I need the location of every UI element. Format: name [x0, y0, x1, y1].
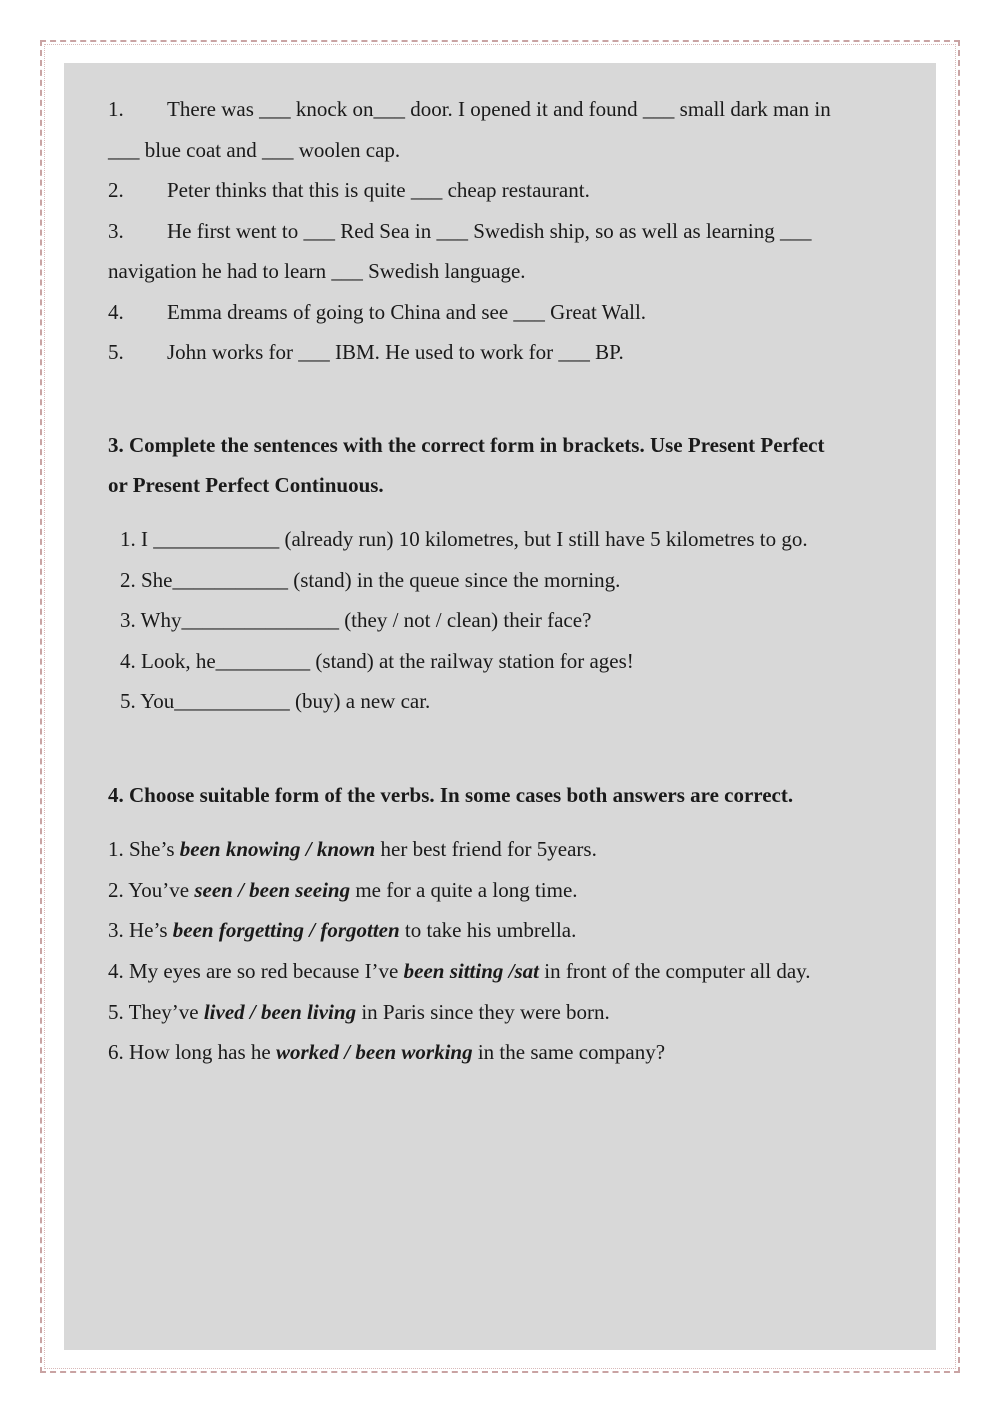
item-number: 2.: [108, 178, 124, 202]
item-text: John works for ___ IBM. He used to work for ___ BP.: [167, 340, 624, 364]
s3-heading-line-1: 3. Complete the sentences with the correct form in brackets. Use Present Perfect: [108, 433, 825, 457]
s3-item-5: 5. You___________ (buy) a new car.: [120, 689, 431, 713]
item-suffix: to take his umbrella.: [399, 918, 577, 942]
item-number: 3.: [108, 219, 124, 243]
item-prefix: 4. My eyes are so red because I’ve: [108, 959, 404, 983]
item-prefix: 6. How long has he: [108, 1040, 276, 1064]
item-suffix: me for a quite a long time.: [350, 878, 578, 902]
s2-item-1-cont: ___ blue coat and ___ woolen cap.: [108, 138, 401, 162]
item-number: 1.: [108, 97, 124, 121]
verb-choice: lived / been living: [203, 1000, 357, 1024]
item-number: 5.: [108, 340, 124, 364]
worksheet-page: [64, 63, 936, 1350]
item-prefix: 3. He’s: [108, 918, 173, 942]
verb-choice: worked / been working: [275, 1040, 473, 1064]
item-suffix: in Paris since they were born.: [356, 1000, 610, 1024]
item-text: He first went to ___ Red Sea in ___ Swedish ship, so as well as learning ___: [167, 219, 812, 243]
s3-item-3: 3. Why_______________ (they / not / clean) their face?: [120, 608, 592, 632]
s4-item-2: [108, 878, 578, 902]
item-text: There was ___ knock on___ door. I opened it and found ___ small dark man in: [167, 97, 831, 121]
verb-choice: been forgetting / forgotten: [172, 918, 400, 942]
s3-heading-line-2: or Present Perfect Continuous.: [108, 473, 384, 497]
verb-choice: been sitting /sat: [403, 959, 539, 983]
item-text: Emma dreams of going to China and see ___ Great Wall.: [167, 300, 647, 324]
s2-item-3: [108, 219, 812, 243]
s4-item-3: [108, 918, 576, 942]
s3-item-1: 1. I ____________ (already run) 10 kilometres, but I still have 5 kilometres to go.: [120, 527, 808, 551]
s2-item-5: [108, 340, 624, 364]
s4-item-5: [108, 1000, 610, 1024]
item-suffix: in the same company?: [472, 1040, 666, 1064]
s4-item-4: [108, 959, 811, 983]
s2-item-1: [108, 97, 831, 121]
item-text: Peter thinks that this is quite ___ cheap restaurant.: [167, 178, 590, 202]
item-suffix: in front of the computer all day.: [538, 959, 811, 983]
s4-item-6: [108, 1040, 665, 1064]
item-prefix: 5. They’ve: [108, 1000, 204, 1024]
s2-item-2: [108, 178, 590, 202]
verb-choice: been knowing / known: [179, 837, 376, 861]
item-prefix: 1. She’s: [108, 837, 180, 861]
s2-item-4: [108, 300, 646, 324]
item-suffix: her best friend for 5years.: [375, 837, 597, 861]
s3-item-2: 2. She___________ (stand) in the queue since the morning.: [120, 568, 621, 592]
s2-item-3-cont: navigation he had to learn ___ Swedish language.: [108, 259, 526, 283]
s3-item-4: 4. Look, he_________ (stand) at the railway station for ages!: [120, 649, 634, 673]
item-number: 4.: [108, 300, 124, 324]
verb-choice: seen / been seeing: [194, 878, 351, 902]
s4-heading: 4. Choose suitable form of the verbs. In some cases both answers are correct.: [108, 783, 794, 807]
s4-item-1: [108, 837, 597, 861]
item-prefix: 2. You’ve: [108, 878, 195, 902]
